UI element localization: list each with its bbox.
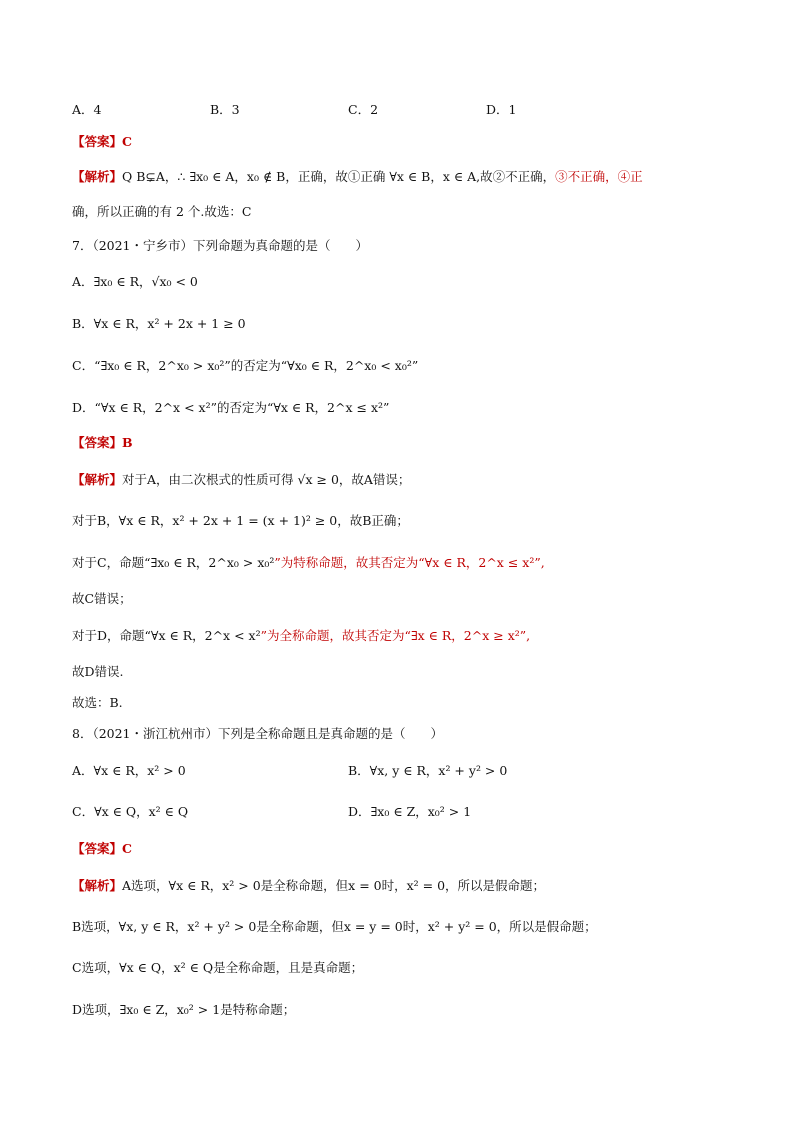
- q6-analysis-line-1: [72, 168, 643, 186]
- q7-analysis-line-4: 故C错误；: [72, 591, 132, 606]
- q8-option-a: A．∀x ∈ R，x² > 0: [72, 763, 186, 778]
- q8-option-c: C．∀x ∈ Q，x² ∈ Q: [72, 804, 189, 819]
- q7-option-a: A．∃x₀ ∈ R，√x₀ < 0: [72, 274, 198, 289]
- answer-value: C: [122, 841, 132, 856]
- analysis-label: 【解析】: [72, 169, 123, 184]
- q7-option-c: C．“∃x₀ ∈ R，2^x₀ > x₀²”的否定为“∀x₀ ∈ R，2^x₀ < x₀²”: [72, 358, 419, 373]
- q7-analysis-line-5: [72, 627, 530, 645]
- q7-analysis-line-3: [72, 554, 545, 572]
- answer-label: 【答案】: [72, 134, 123, 149]
- answer-label: 【答案】: [72, 435, 123, 450]
- answer-value: B: [122, 435, 133, 450]
- q7-analysis-line-6: 故D错误.: [72, 664, 124, 679]
- q8-option-d: D．∃x₀ ∈ Z，x₀² > 1: [348, 804, 472, 819]
- q7-analysis-line-5-red: ”为全称命题，故其否定为“∃x ∈ R，2^x ≥ x²”,: [260, 628, 531, 643]
- q8-stem: 8．（2021・浙江杭州市）下列是全称命题且是真命题的是（ ）: [72, 726, 444, 741]
- q6-analysis-line-2: 确，所以正确的有 2 个.故选：C: [72, 204, 252, 219]
- q7-analysis-line-3-red: ”为特称命题，故其否定为“∀x ∈ R，2^x ≤ x²”,: [274, 555, 545, 570]
- analysis-label: 【解析】: [72, 878, 123, 893]
- q7-option-b: B．∀x ∈ R，x² + 2x + 1 ≥ 0: [72, 316, 246, 331]
- q8-analysis-line-c: C选项，∀x ∈ Q，x² ∈ Q是全称命题，且是真命题；: [72, 960, 364, 975]
- q6-analysis-text-red: ③不正确，④正: [555, 169, 643, 184]
- q8-analysis-line-d: D选项，∃x₀ ∈ Z，x₀² > 1是特称命题；: [72, 1002, 296, 1017]
- q8-analysis-line-b: B选项，∀x, y ∈ R，x² + y² > 0是全称命题，但x = y = 0时，x² + y² = 0，所以是假命题；: [72, 919, 597, 934]
- q7-analysis-line-3-black: 对于C，命题“∃x₀ ∈ R，2^x₀ > x₀²: [72, 555, 275, 570]
- q7-analysis-text: 对于A，由二次根式的性质可得 √x ≥ 0，故A错误；: [122, 472, 411, 487]
- q7-answer: [72, 434, 133, 452]
- q6-option-a: A．4: [72, 102, 102, 117]
- q7-stem: 7．（2021・宁乡市）下列命题为真命题的是（ ）: [72, 238, 369, 253]
- q7-option-d: D．“∀x ∈ R，2^x < x²”的否定为“∀x ∈ R，2^x ≤ x²”: [72, 400, 390, 415]
- q6-option-d: D．1: [486, 102, 517, 117]
- q7-analysis-line-7: 故选：B.: [72, 695, 123, 710]
- q8-option-b: B．∀x, y ∈ R，x² + y² > 0: [348, 763, 508, 778]
- q6-analysis-text: Q B⊊A，∴ ∃x₀ ∈ A，x₀ ∉ B，正确，故①正确 ∀x ∈ B，x ∈ A,故②不正确，: [122, 169, 556, 184]
- answer-value: C: [122, 134, 132, 149]
- answer-label: 【答案】: [72, 841, 123, 856]
- q7-analysis-line-2: 对于B，∀x ∈ R，x² + 2x + 1 = (x + 1)² ≥ 0，故B正确；: [72, 513, 409, 528]
- q6-option-c: C．2: [348, 102, 379, 117]
- q8-answer: [72, 840, 132, 858]
- analysis-label: 【解析】: [72, 472, 123, 487]
- q7-analysis-line-5-black: 对于D，命题“∀x ∈ R，2^x < x²: [72, 628, 261, 643]
- q7-analysis-line-1: [72, 471, 410, 489]
- q6-option-b: B．3: [210, 102, 240, 117]
- q8-analysis-text: A选项，∀x ∈ R，x² > 0是全称命题，但x = 0时，x² = 0，所以是假命题；: [122, 878, 546, 893]
- q6-answer: [72, 133, 132, 151]
- q8-analysis-line-a: [72, 877, 545, 895]
